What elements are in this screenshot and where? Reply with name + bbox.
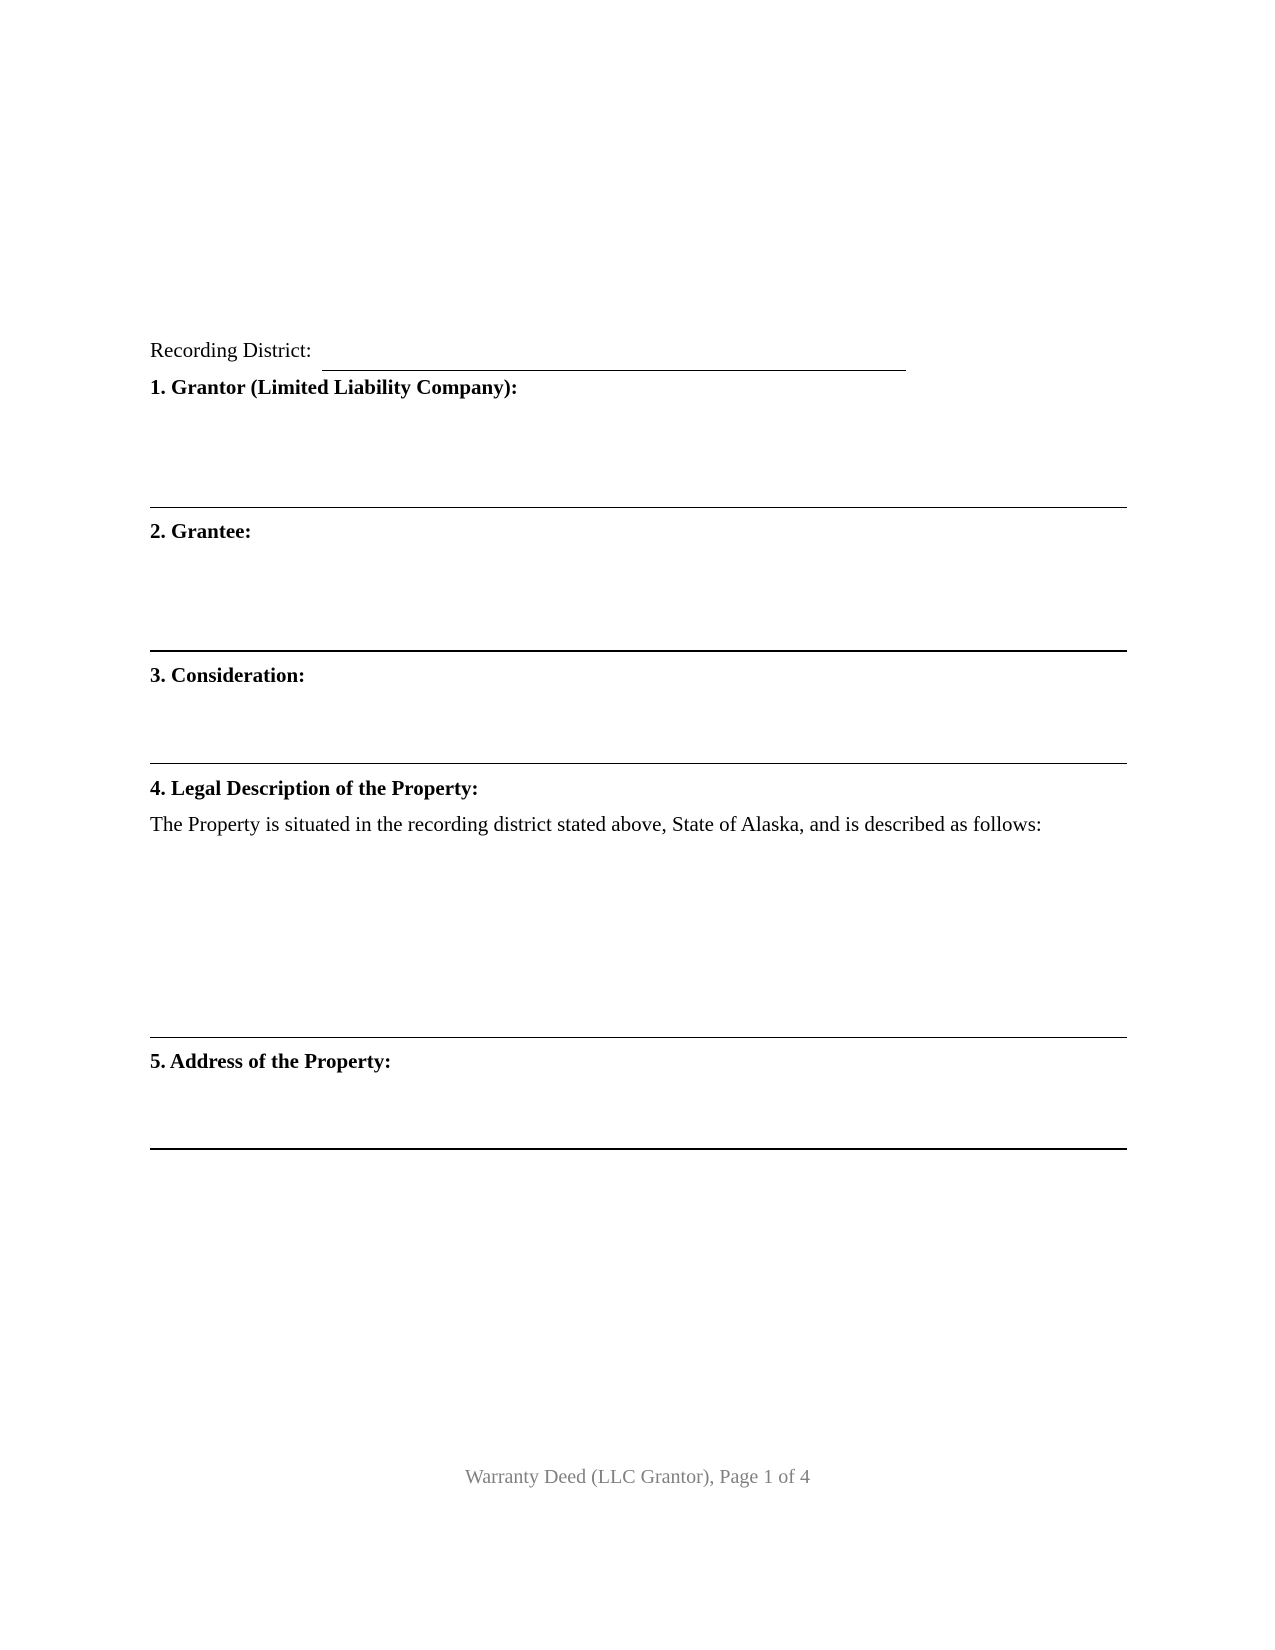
consideration-blank-line[interactable] [150,763,1127,764]
legal-description-body: The Property is situated in the recording district stated above, State of Alaska, and is described as follows: [150,812,1042,836]
grantor-blank-line[interactable] [150,507,1127,508]
recording-district-blank[interactable] [322,370,906,371]
legal-description-blank-line[interactable] [150,1037,1127,1038]
address-heading: 5. Address of the Property: [150,1049,392,1073]
grantor-heading: 1. Grantor (Limited Liability Company): [150,375,518,399]
consideration-heading: 3. Consideration: [150,663,306,687]
address-blank-line[interactable] [150,1148,1127,1150]
grantee-heading: 2. Grantee: [150,519,252,543]
page-footer: Warranty Deed (LLC Grantor), Page 1 of 4 [465,1466,810,1488]
recording-district-label: Recording District: [150,338,312,362]
grantee-blank-line[interactable] [150,650,1127,652]
legal-description-heading: 4. Legal Description of the Property: [150,776,479,800]
